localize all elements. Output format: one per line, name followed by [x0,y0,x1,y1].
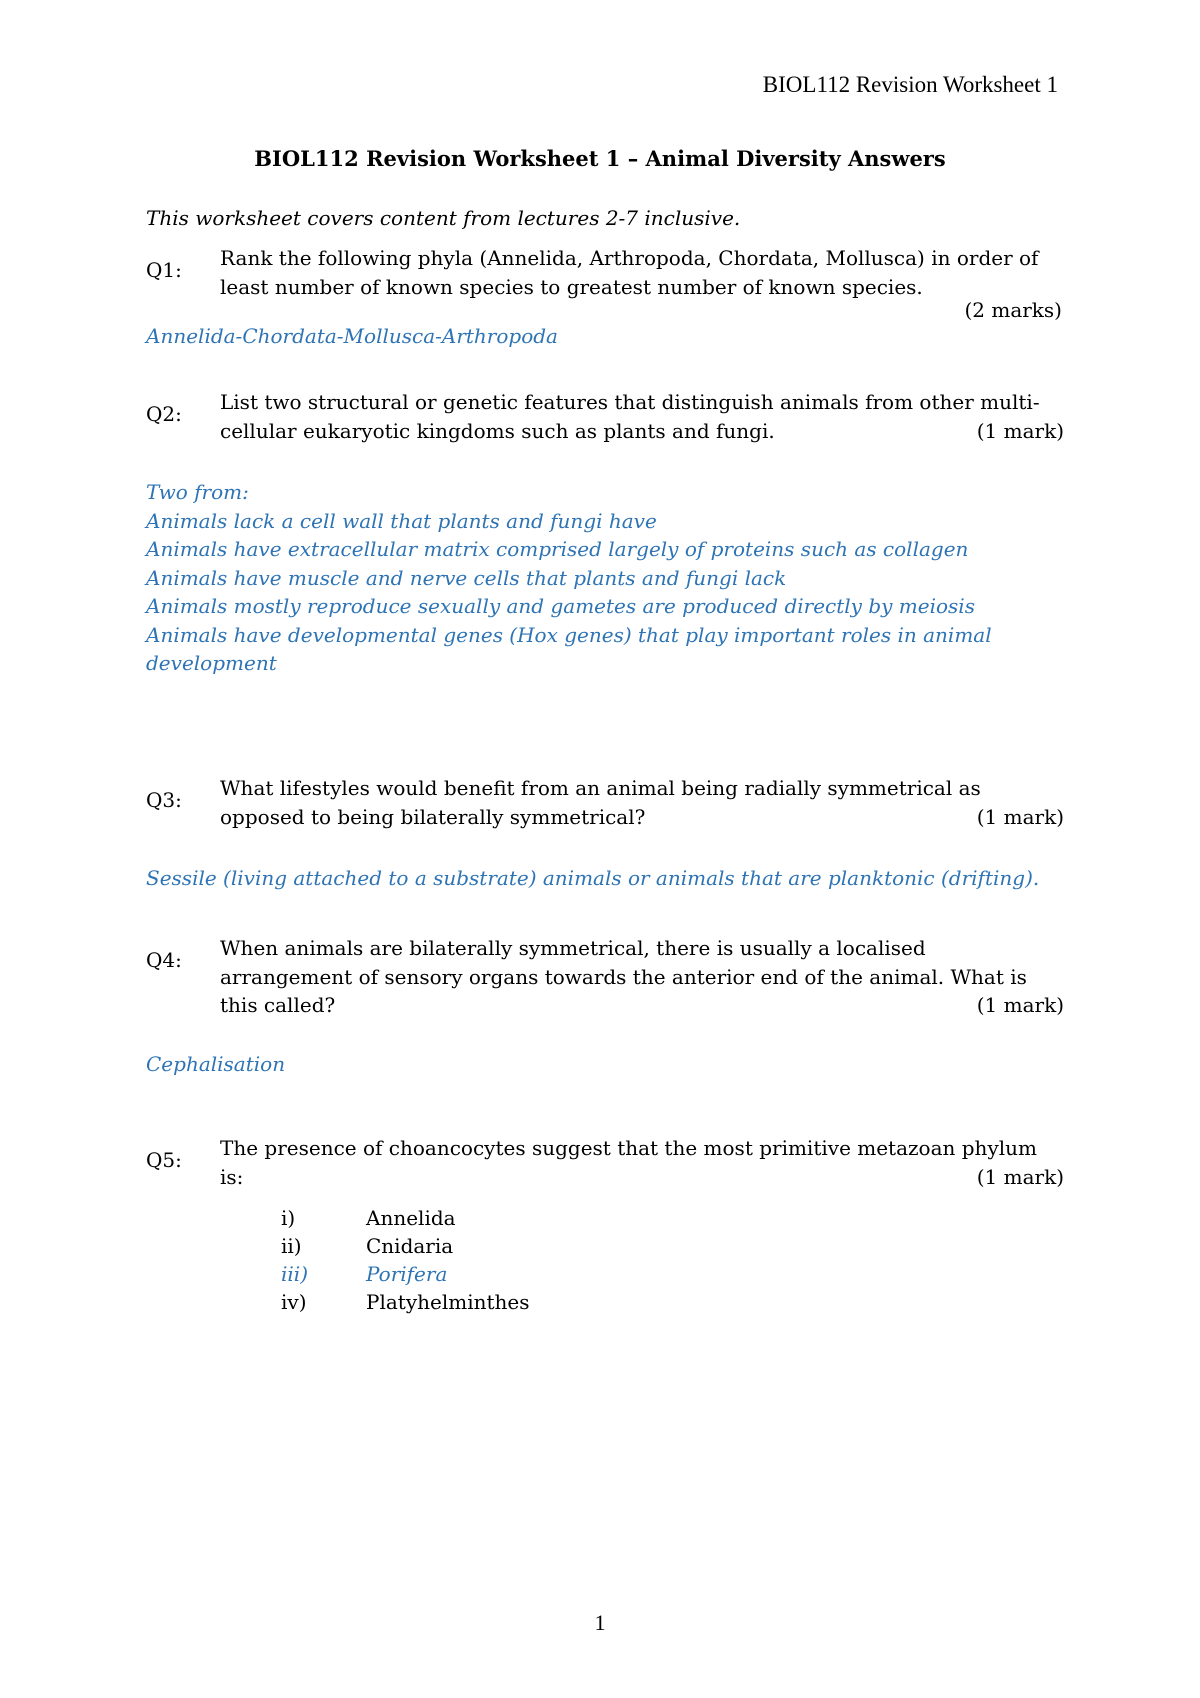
q2-line [220,417,1062,446]
q5-option-label: Cnidaria [366,1234,454,1258]
q1-text [220,244,1062,301]
q2-answer-line: Animals mostly reproduce sexually and gametes are produced directly by meiosis [146,594,975,618]
document-title: BIOL112 Revision Worksheet 1 – Animal Diversity Answers [254,146,946,171]
q2-answer-line: Animals have extracellular matrix comprised largely of proteins such as collagen [146,537,969,561]
q3-marks: (1 mark) [976,804,1064,829]
q5-line: The presence of choancocytes suggest that the most primitive metazoan phylum [220,1136,1037,1160]
q4-answer [146,1050,1076,1079]
q3-line-text: opposed to being bilaterally symmetrical? [220,804,646,829]
q2-answer-line: development [146,651,277,675]
q3-line [220,803,1062,832]
q2-line-text: cellular eukaryotic kingdoms such as plants and fungi. [220,418,775,443]
q1-line: Rank the following phyla (Annelida, Arthropoda, Chordata, Mollusca) in order of [220,246,1039,270]
q5-text [220,1134,1062,1191]
q2-answer [146,478,1076,678]
q4-answer-text: Cephalisation [146,1052,286,1076]
page-number: 1 [594,1610,606,1635]
q3-number: Q3: [146,788,182,812]
running-header: BIOL112 Revision Worksheet 1 [762,72,1058,97]
q4-line: When animals are bilaterally symmetrical, there is usually a localised [220,936,926,960]
q3-text [220,774,1062,831]
q4-text [220,934,1062,1020]
q2-number: Q2: [146,402,182,426]
intro-text: This worksheet covers content from lectures 2-7 inclusive. [146,206,741,230]
q3-answer-text: Sessile (living attached to a substrate) animals or animals that are planktonic (drifting). [146,866,1040,890]
q1-answer-text: Annelida-Chordata-Mollusca-Arthropoda [146,324,558,348]
q5-line [220,1163,1062,1192]
q2-marks: (1 mark) [976,418,1064,443]
q1-number: Q1: [146,258,182,282]
q2-answer-line: Animals have developmental genes (Hox genes) that play important roles in animal [146,622,992,647]
q5-number: Q5: [146,1148,182,1172]
q2-line: List two structural or genetic features that distinguish animals from other multi- [220,390,1040,414]
q5-option-numeral: iv) [281,1290,307,1314]
q2-answer-line: Animals have muscle and nerve cells that plants and fungi lack [146,565,787,590]
q2-text [220,388,1062,445]
q5-option-label-correct: Porifera [366,1262,448,1286]
q5-option-numeral: ii) [281,1234,302,1258]
q3-answer [146,864,1076,893]
q1-answer [146,322,1076,351]
q5-line-text: is: [220,1164,244,1189]
q5-option-label: Annelida [366,1206,456,1230]
q5-option-numeral-correct: iii) [281,1262,308,1286]
q1-marks: (2 marks) [964,298,1062,322]
q5-marks: (1 mark) [976,1164,1064,1189]
q2-answer-line: Two from: [146,480,249,504]
q5-option-numeral: i) [281,1206,296,1230]
q4-line: arrangement of sensory organs towards the anterior end of the animal. What is [220,964,1027,989]
q4-line-text: this called? [220,993,336,1017]
q4-line [220,991,1062,1020]
q3-line: What lifestyles would benefit from an animal being radially symmetrical as [220,776,981,800]
q5-option-label: Platyhelminthes [366,1290,530,1314]
q1-line: least number of known species to greatest number of known species. [220,274,923,299]
q4-marks: (1 mark) [976,993,1064,1017]
q4-number: Q4: [146,948,182,972]
q2-answer-line: Animals lack a cell wall that plants and fungi have [146,508,657,533]
